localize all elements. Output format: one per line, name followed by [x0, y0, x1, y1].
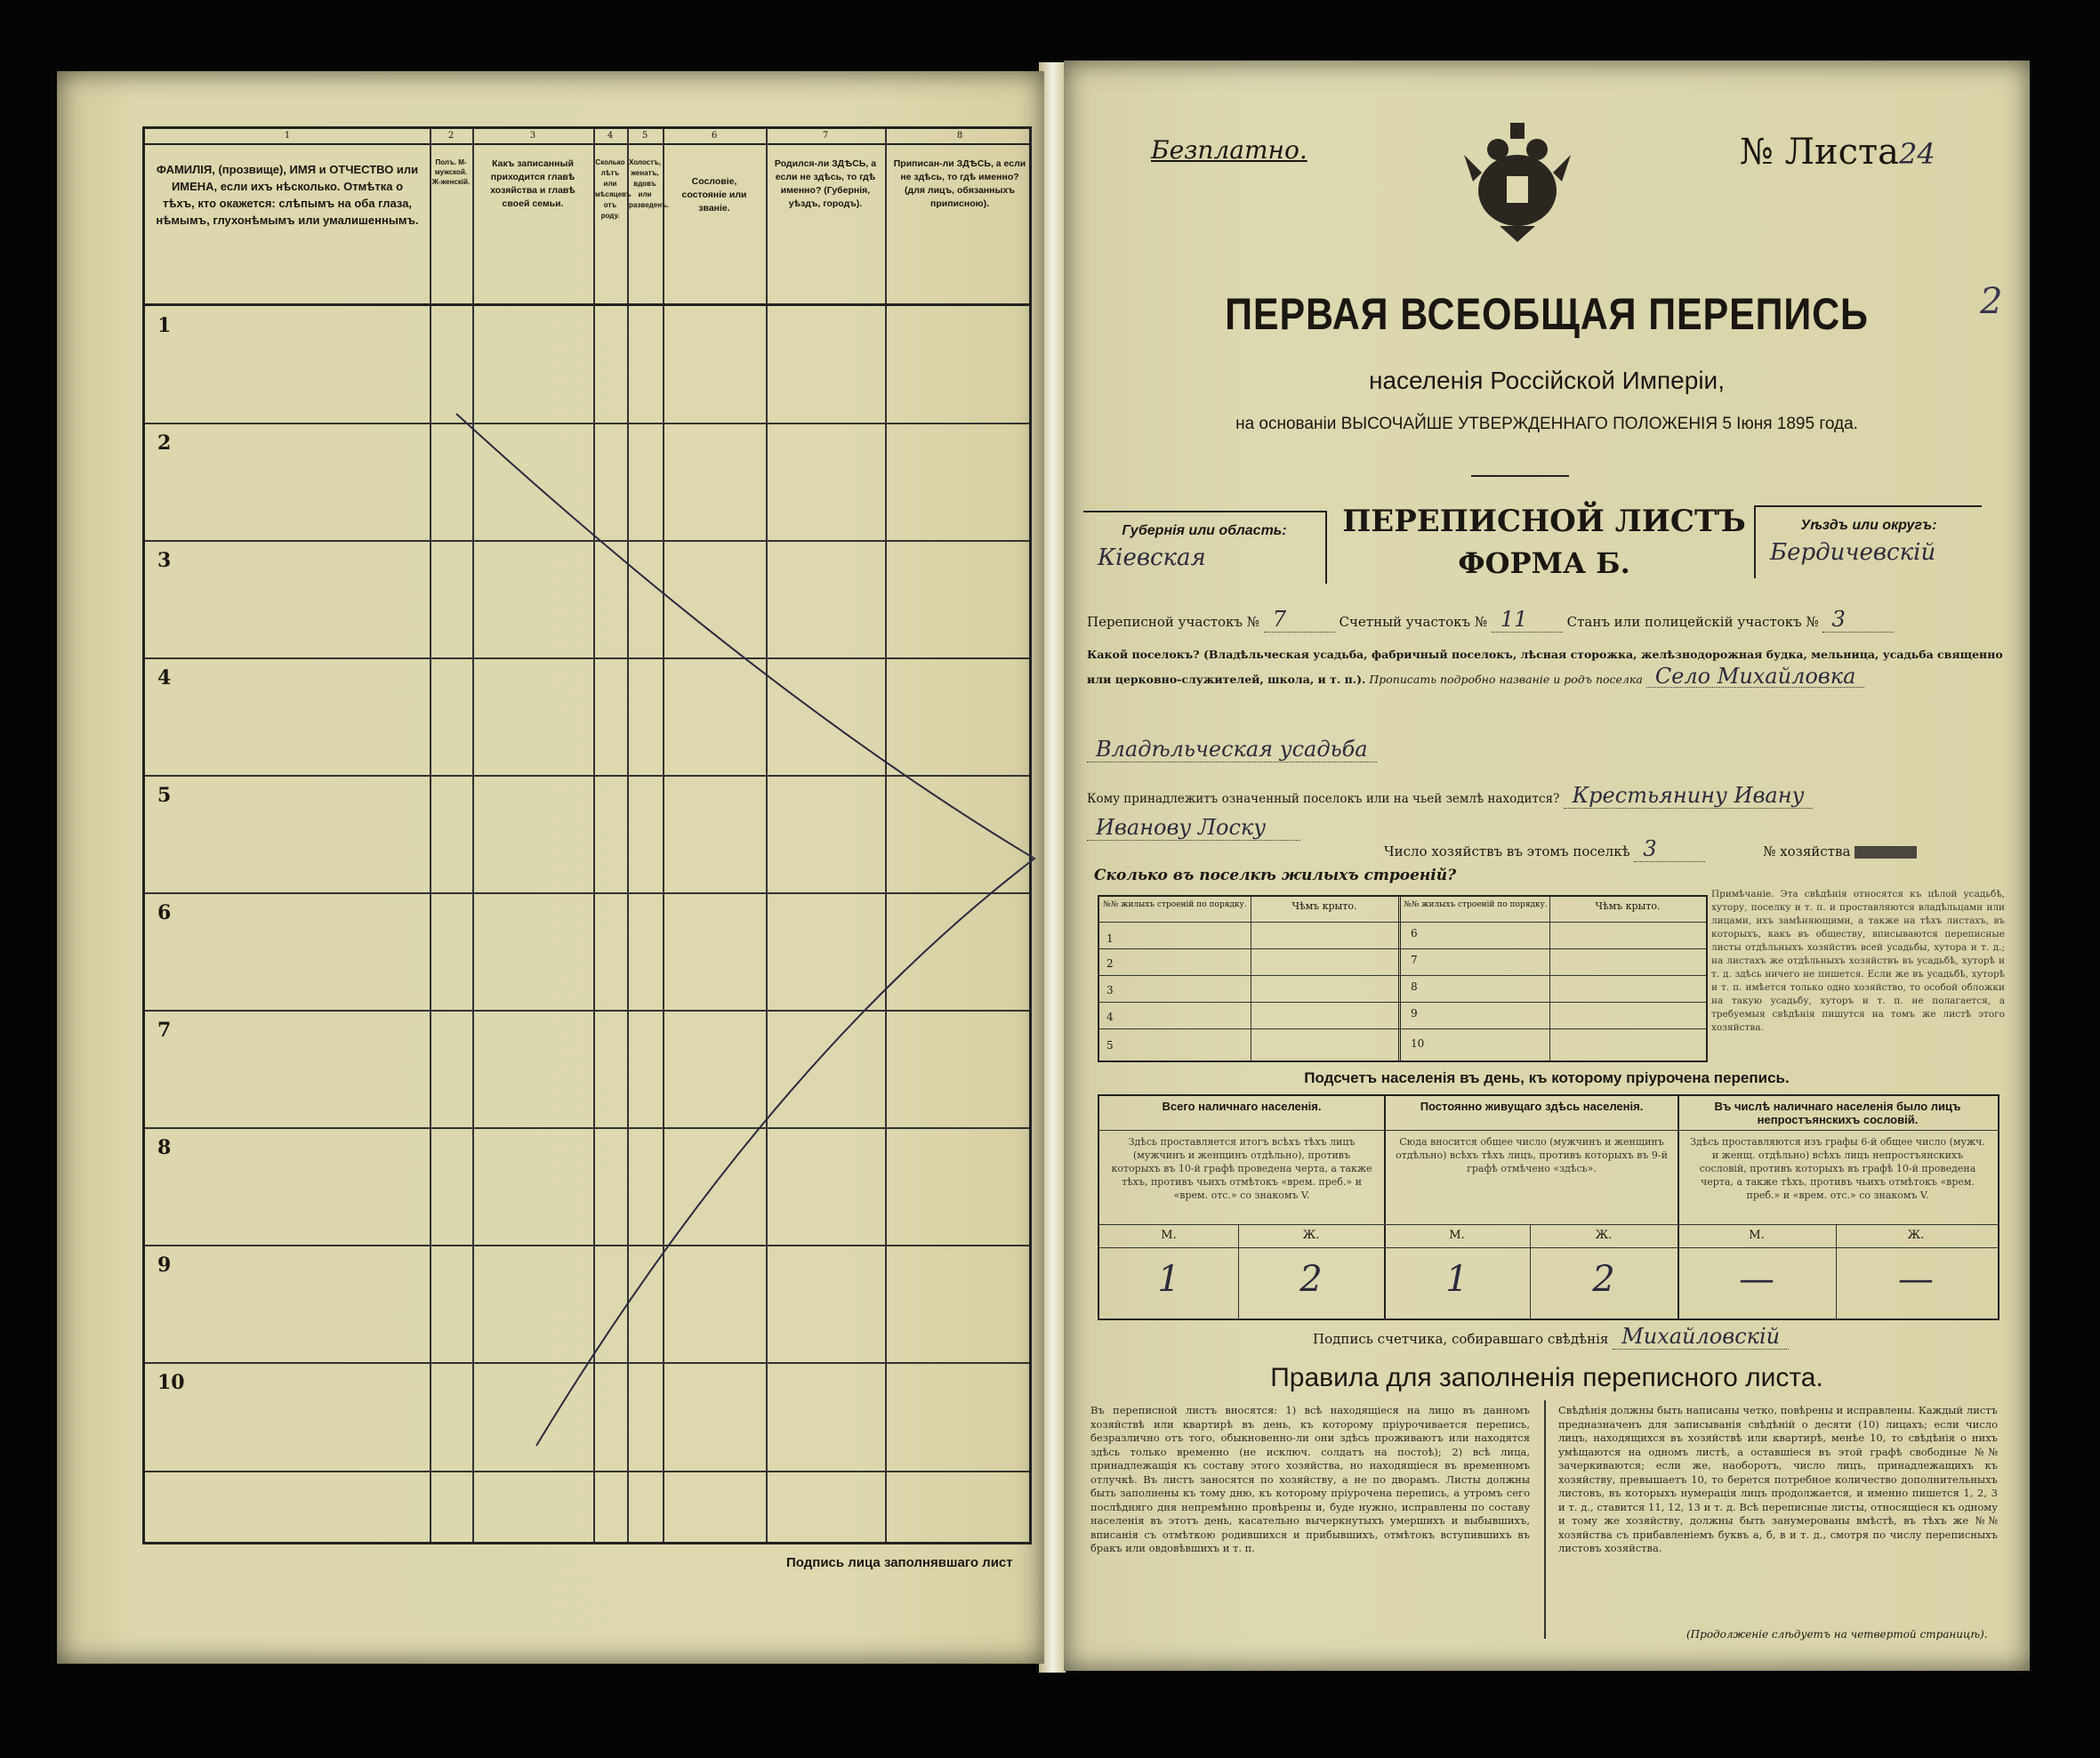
building-number: 1	[1106, 932, 1114, 945]
owner-question	[1087, 783, 2003, 809]
police-district-value: 3	[1822, 607, 1894, 633]
right-page	[1064, 60, 2030, 1671]
column-number: 8	[956, 131, 963, 141]
settlement-question-text: Какой поселокъ? (Владѣльческая усадьба, фабричный поселокъ, лѣсная сторожка, желѣзнодорожная будка, мельница, усадьба священно или церковно-служителей, школа, и т. п.).	[1087, 648, 2003, 686]
rules-continuation-note: (Продолженіе слѣдуетъ на четвертой страницѣ).	[1686, 1628, 1988, 1641]
header-relation: Какъ записанный приходится главѣ хозяйства и главѣ своей семьи.	[490, 158, 575, 209]
row-number: 8	[157, 1136, 172, 1159]
enumerator-signature: Михайловскій	[1613, 1324, 1789, 1350]
column-number: 4	[607, 131, 614, 141]
police-district-label: Станъ или полицейскій участокъ №	[1566, 614, 1819, 630]
sheet-number-label: № Листа	[1740, 132, 1899, 173]
rules-title: Правила для заполненія переписного листа.	[1270, 1363, 1823, 1392]
rules-left-column: Въ переписной листъ вносятся: 1) всѣ находящіеся на лицо въ данномъ хозяйствѣ или квартирѣ въ день, къ которому пріурочивается перепись, безразлично отъ того, обыкновенно-ли они здѣсь проживаютъ или находятся здѣсь только временно (не исключ. солдатъ на постоѣ); 2) всѣ лица, принадлежащія къ составу этого хозяйства, но находящіеся въ временномъ отлучкѣ. Въ листъ заносятся по хозяйству, а не по дворамъ. Листы должны быть заполнены къ тому дню, къ которому пріурочена перепись, а утромъ сего послѣдняго дня непремѣнно провѣрены и, буде нужно, исправлены по составу населенія въ этотъ день, касательно вычеркнутыхъ умершихъ и выбывшихъ, вписанія съ отмѣткою родившихся и прибывшихъ, отмѣтокъ вступившихъ въ бракъ или овдовѣвшихъ и т. п.	[1090, 1404, 1530, 1554]
divider	[1471, 475, 1569, 477]
header-sex: Полъ. М-мужской. Ж-женскій.	[431, 158, 471, 186]
row-number: 2	[157, 431, 172, 455]
row-number: 9	[157, 1254, 172, 1277]
column-number: 5	[641, 131, 648, 141]
population-description: Здѣсь проставляется итогъ всѣхъ тѣхъ лицъ (мужчинъ и женщинъ отдѣльно), противъ которыхъ въ 10-й графѣ проведена черта, а также тѣхъ, противъ чьихъ отмѣтокъ «врем. преб.» и «врем. отс.» со знакомъ V.	[1111, 1136, 1372, 1201]
counting-district-label: Счетный участокъ №	[1339, 614, 1488, 630]
population-description: Здѣсь проставляются изъ графы 6-й общее число (мужч. и женщ. отдѣльно) всѣхъ лицъ непростъянскихъ сословій, противъ которыхъ въ графѣ 10-й проведена черта, а также тѣхъ, противъ чьихъ отмѣтокъ «врем. преб.» и «врем. отс.» со знакомъ V.	[1690, 1136, 1985, 1201]
settlement-question	[1087, 644, 2003, 690]
owner-question-text: Кому принадлежитъ означенный поселокъ или на чьей землѣ находится?	[1087, 792, 1560, 806]
population-value: 1	[1157, 1259, 1180, 1300]
sheet-title: ПЕРЕПИСНОЙ ЛИСТЪ	[1342, 504, 1746, 539]
free-label: Безплатно.	[1151, 135, 1307, 165]
buildings-header: Чѣмъ крыто.	[1291, 900, 1357, 912]
column-number: 7	[822, 131, 829, 141]
header-name: ФАМИЛІЯ, (прозвище), ИМЯ и ОТЧЕСТВО или ИМЕНА, если ихъ нѣсколько. Отмѣтка о тѣхъ, кто окажется: слѣпымъ на оба глаза, нѣмымъ, глухонѣмымъ или умалишеннымъ.	[156, 163, 419, 227]
buildings-question: Сколько въ поселкѣ жилыхъ строеній?	[1094, 867, 1457, 884]
households-value: 3	[1634, 836, 1705, 862]
row-number: 6	[157, 901, 172, 924]
legal-basis: на основаніи ВЫСОЧАЙШЕ УТВЕРЖДЕННАГО ПОЛОЖЕНІЯ 5 Іюня 1895 года.	[1235, 415, 1858, 433]
population-value: 1	[1445, 1259, 1468, 1300]
column-number: 6	[711, 131, 718, 141]
sex-column-label: М.	[1161, 1229, 1177, 1242]
row-number: 1	[157, 314, 172, 337]
building-number: 7	[1411, 954, 1418, 966]
building-number: 9	[1411, 1007, 1418, 1020]
buildings-header: №№ жилыхъ строеній по порядку.	[1404, 900, 1548, 909]
census-entry-table	[142, 126, 1032, 1544]
census-district-value: 7	[1264, 607, 1335, 633]
buildings-header: Чѣмъ крыто.	[1595, 900, 1661, 912]
sex-column-label: Ж.	[1595, 1229, 1613, 1242]
header-marital: Холостъ, женатъ, вдовъ или разведенъ.	[629, 158, 670, 209]
population-value: 2	[1299, 1259, 1323, 1300]
county-value: Бердичевскій	[1770, 539, 1936, 566]
sex-column-label: М.	[1749, 1229, 1765, 1242]
household-no-label: № хозяйства	[1763, 843, 1851, 859]
left-page	[57, 71, 1044, 1664]
signature-label: Подпись лица заполнявшаго лист	[786, 1555, 1013, 1570]
buildings-note: Примѣчаніе. Эта свѣдѣнія относятся къ цѣлой усадьбѣ, хутору, поселку и т. п. и проставляются владѣльцами или лицами, ихъ замѣняющими, а также на тѣхъ листахъ, въ которыхъ, какъ въ обществу, вписываются переписные листы отдѣльныхъ хозяйствъ всей усадьбы, хутора и т. д.; на листахъ же отдѣльныхъ хозяйствъ въ усадьбѣ, хуторѣ и т. д. здѣсь ничего не пишется. Если же въ усадьбѣ, хуторѣ и т. п. имѣется только одно хозяйство, то особой обложки на такую усадьбу, хуторъ и т. п. не полагается, а требуемыя свѣдѣнія пишутся на томъ же листѣ этого хозяйства.	[1711, 889, 2005, 1033]
rules-right-column: Свѣдѣнія должны быть написаны четко, повѣрены и исправлены. Каждый листъ предназначенъ для записыванія свѣдѣній о десяти (10) лицахъ; если число лицъ, находящихся въ хозяйствѣ или квартирѣ, менѣе 10, то свѣдѣнія о нихъ умѣщаются на одномъ листѣ, а оставшіеся въ этой графѣ свободные №№ зачеркиваются; если же, наоборотъ, число лицъ, принадлежащихъ къ хозяйству, превышаетъ 10, то берется потребное количество дополнительныхъ листовъ, въ которыхъ нумерація лицъ продолжается, и именно пишется 1, 2, 3 и т. д., ставится 11, 12, 13 и т. д. Всѣ переписные листы, относящіеся къ одному и тому же хозяйству, должны быть занумерованы вмѣстѣ, въ тѣхъ же №№ хозяйства съ прибавленіемъ буквъ а, б, в и т. д., смотря по числу переписныхъ листовъ хозяйства.	[1558, 1404, 1998, 1554]
column-number: 3	[529, 131, 536, 141]
column-number: 2	[447, 131, 455, 141]
district-line	[1087, 607, 2003, 633]
settlement-value-1: Село Михайловка	[1646, 665, 1865, 688]
households-line	[1384, 836, 2003, 862]
form-label: ФОРМА Б.	[1458, 546, 1630, 580]
buildings-header: №№ жилыхъ строеній по порядку.	[1103, 900, 1247, 909]
census-district-label: Переписной участокъ №	[1087, 614, 1259, 630]
page-title: ПЕРВАЯ ВСЕОБЩАЯ ПЕРЕПИСЬ	[1225, 289, 1869, 339]
county-label: Уѣздъ или округъ:	[1800, 518, 1937, 533]
settlement-hint: Прописать подробно названіе и родъ поселка	[1369, 673, 1643, 686]
building-number: 4	[1106, 1011, 1114, 1023]
province-label: Губернія или область:	[1122, 523, 1287, 538]
population-header: Постоянно живущаго здѣсь населенія.	[1420, 1100, 1644, 1113]
building-number: 6	[1411, 927, 1418, 939]
cross-out-stroke	[145, 129, 1034, 1547]
sex-column-label: Ж.	[1907, 1229, 1925, 1242]
header-estate: Сословіе, состояніе или званіе.	[681, 176, 747, 214]
page-subtitle: населенія Россійской Имперіи,	[1369, 367, 1725, 394]
building-number: 8	[1411, 980, 1418, 993]
row-number: 5	[157, 784, 172, 807]
county-field	[1754, 505, 1982, 578]
header-birthplace: Родился-ли ЗДѢСЬ, а если не здѣсь, то гдѣ именно? (Губернія, уѣздъ, городъ).	[774, 158, 877, 209]
sex-column-label: Ж.	[1302, 1229, 1320, 1242]
building-number: 10	[1411, 1037, 1425, 1050]
sex-column-label: М.	[1449, 1229, 1465, 1242]
enumerator-label: Подпись счетчика, собиравшаго свѣдѣнія	[1313, 1331, 1609, 1347]
population-header: Всего наличнаго населенія.	[1162, 1100, 1322, 1113]
population-value: —	[1898, 1259, 1934, 1300]
population-value: —	[1739, 1259, 1774, 1300]
sheet-number	[1740, 132, 1935, 173]
column-number: 1	[284, 131, 291, 141]
header-registered: Приписан-ли ЗДѢСЬ, а если не здѣсь, то гдѣ именно? (для лицъ, обязанныхъ приписною).	[893, 158, 1026, 209]
building-number: 2	[1106, 957, 1114, 970]
building-number: 3	[1106, 984, 1114, 996]
row-number: 10	[157, 1371, 185, 1394]
header-age: Сколько лѣтъ или мѣсяцевъ отъ роду.	[595, 158, 632, 220]
population-value: 2	[1592, 1259, 1615, 1300]
settlement-value-line	[1087, 737, 2003, 762]
enumerator-signature-line	[1313, 1324, 1789, 1350]
row-number: 4	[157, 666, 172, 689]
owner-value-2: Иванову Лоску	[1087, 815, 1300, 841]
sheet-number-value: 24	[1898, 137, 1935, 171]
household-no-value	[1855, 846, 1917, 859]
population-description: Сюда вносится общее число (мужчинъ и женщинъ отдѣльно) всѣхъ тѣхъ лицъ, противъ которыхъ въ 9-й графѣ отмѣчено «здѣсь».	[1396, 1136, 1668, 1174]
settlement-value-2: Владѣльческая усадьба	[1087, 737, 1377, 762]
province-value: Кіевская	[1098, 544, 1206, 571]
population-count-title: Подсчетъ населенія въ день, къ которому пріурочена перепись.	[1304, 1069, 1790, 1086]
row-number: 3	[157, 549, 172, 572]
row-number: 7	[157, 1019, 172, 1042]
building-number: 5	[1106, 1039, 1114, 1052]
page-mark: 2	[1980, 281, 2003, 322]
owner-value-1: Крестьянину Ивану	[1564, 783, 1814, 809]
rules-divider	[1544, 1400, 1546, 1639]
province-field	[1083, 511, 1327, 584]
double-headed-eagle-emblem	[1464, 119, 1571, 244]
buildings-table	[1098, 895, 1708, 1062]
counting-district-value: 11	[1492, 607, 1563, 633]
households-label: Число хозяйствъ въ этомъ поселкѣ	[1384, 843, 1630, 859]
population-header: Въ числѣ наличнаго населенія было лицъ непростъянскихъ сословій.	[1714, 1100, 1961, 1126]
population-count-table	[1098, 1094, 1999, 1320]
